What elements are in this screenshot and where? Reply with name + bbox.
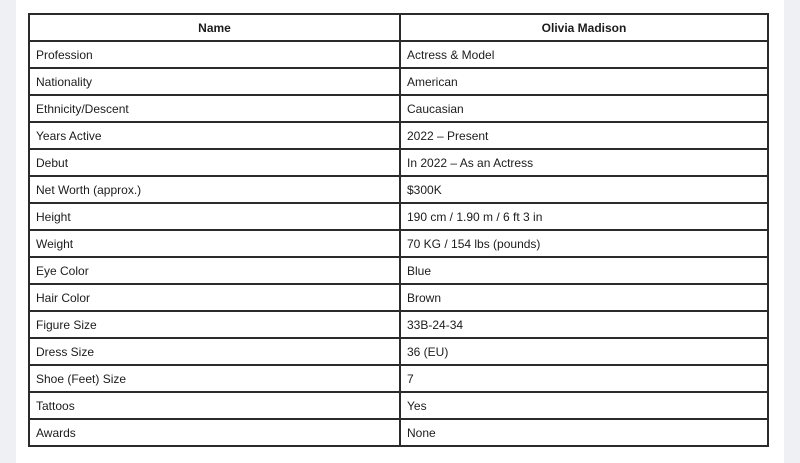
row-label: Figure Size	[29, 311, 400, 338]
table-row	[29, 230, 768, 257]
table-row	[29, 41, 768, 68]
row-value: 7	[400, 365, 768, 392]
row-value: In 2022 – As an Actress	[400, 149, 768, 176]
row-value: 2022 – Present	[400, 122, 768, 149]
table-row	[29, 338, 768, 365]
row-label: Eye Color	[29, 257, 400, 284]
row-label: Debut	[29, 149, 400, 176]
row-label: Profession	[29, 41, 400, 68]
row-value: Yes	[400, 392, 768, 419]
table-row	[29, 419, 768, 446]
row-value: 70 KG / 154 lbs (pounds)	[400, 230, 768, 257]
row-value: 190 cm / 1.90 m / 6 ft 3 in	[400, 203, 768, 230]
row-label: Tattoos	[29, 392, 400, 419]
table-row	[29, 68, 768, 95]
row-value: Blue	[400, 257, 768, 284]
row-label: Ethnicity/Descent	[29, 95, 400, 122]
table-row	[29, 203, 768, 230]
row-label: Dress Size	[29, 338, 400, 365]
row-value: 36 (EU)	[400, 338, 768, 365]
row-label: Nationality	[29, 68, 400, 95]
row-label: Net Worth (approx.)	[29, 176, 400, 203]
row-label: Weight	[29, 230, 400, 257]
row-label: Shoe (Feet) Size	[29, 365, 400, 392]
bio-table	[28, 13, 769, 447]
header-name-cell: Name	[29, 14, 400, 41]
table-row	[29, 122, 768, 149]
table-row	[29, 95, 768, 122]
row-label: Awards	[29, 419, 400, 446]
table-row	[29, 176, 768, 203]
table-header-row	[29, 14, 768, 41]
table-row	[29, 392, 768, 419]
row-value: None	[400, 419, 768, 446]
table-row	[29, 284, 768, 311]
row-label: Hair Color	[29, 284, 400, 311]
table-row	[29, 149, 768, 176]
row-value: Caucasian	[400, 95, 768, 122]
table-row	[29, 365, 768, 392]
table-row	[29, 311, 768, 338]
row-value: Actress & Model	[400, 41, 768, 68]
row-value: 33B-24-34	[400, 311, 768, 338]
header-person-cell: Olivia Madison	[400, 14, 768, 41]
row-value: $300K	[400, 176, 768, 203]
row-label: Height	[29, 203, 400, 230]
row-value: American	[400, 68, 768, 95]
page-content	[16, 0, 784, 463]
row-label: Years Active	[29, 122, 400, 149]
table-row	[29, 257, 768, 284]
row-value: Brown	[400, 284, 768, 311]
